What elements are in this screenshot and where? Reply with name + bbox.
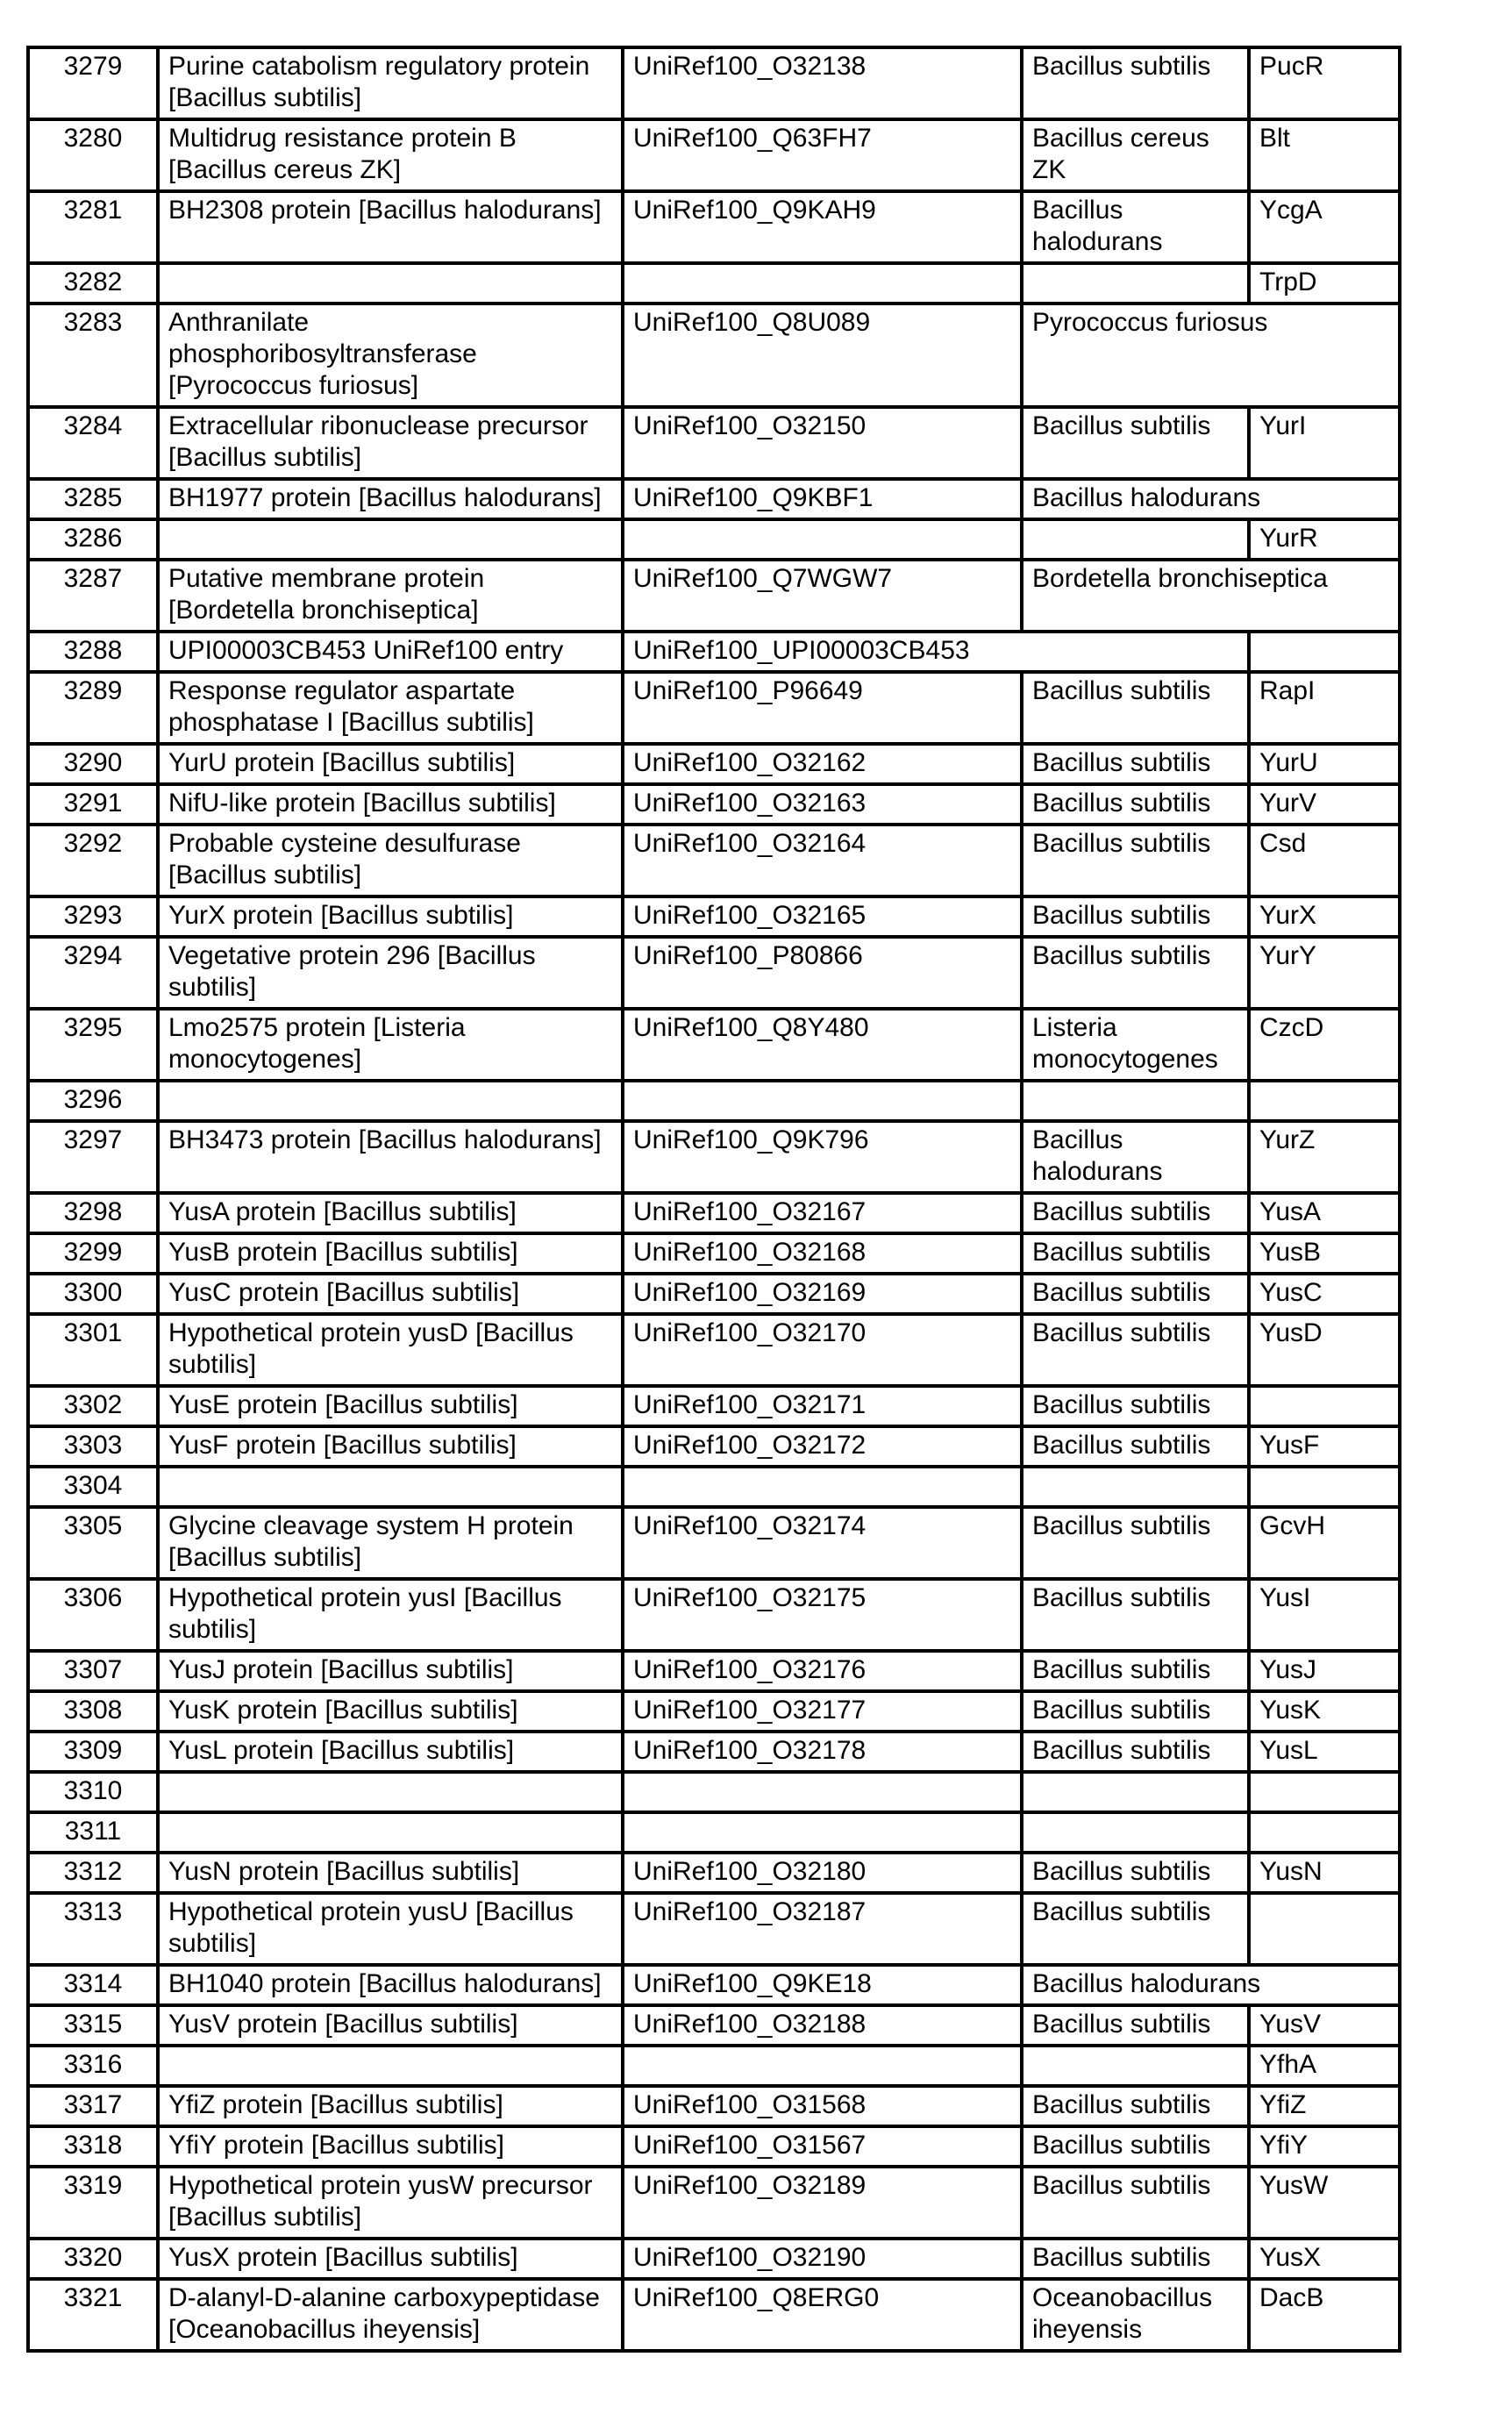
table-row [28, 1314, 1400, 1386]
table-row [28, 937, 1400, 1009]
table-row [28, 672, 1400, 744]
entry-number-cell: 3290 [28, 744, 158, 784]
entry-number-cell: 3300 [28, 1274, 158, 1314]
entry-number-cell: 3313 [28, 1893, 158, 1965]
uniref-id-cell [623, 1081, 1022, 1121]
table-row [28, 263, 1400, 304]
table-row [28, 1772, 1400, 1812]
gene-name-cell: YusB [1249, 1233, 1400, 1274]
uniref-id-cell: UniRef100_O32171 [623, 1386, 1022, 1426]
entry-number-cell: 3309 [28, 1732, 158, 1772]
entry-number-cell: 3281 [28, 191, 158, 263]
uniref-entries-table [26, 46, 1401, 2353]
table-row [28, 2126, 1400, 2167]
protein-description-cell [158, 1812, 623, 1853]
organism-cell: Oceanobacillus iheyensis [1022, 2279, 1249, 2351]
organism-cell: Bacillus subtilis [1022, 2239, 1249, 2279]
uniref-id-cell [623, 263, 1022, 304]
table-row [28, 1081, 1400, 1121]
uniref-id-cell: UniRef100_O32138 [623, 47, 1022, 119]
table-row [28, 825, 1400, 896]
gene-name-cell: YurR [1249, 519, 1400, 560]
gene-name-cell [1249, 1772, 1400, 1812]
uniref-id-cell: UniRef100_Q63FH7 [623, 119, 1022, 191]
gene-name-cell: Blt [1249, 119, 1400, 191]
entry-number-cell: 3306 [28, 1579, 158, 1651]
organism-cell [1022, 519, 1249, 560]
table-row [28, 1965, 1400, 2005]
gene-name-cell: YusA [1249, 1193, 1400, 1233]
table-row [28, 2005, 1400, 2046]
gene-name-cell: PucR [1249, 47, 1400, 119]
gene-name-cell: YurX [1249, 896, 1400, 937]
organism-cell [1022, 1812, 1249, 1853]
uniref-id-cell: UniRef100_O32187 [623, 1893, 1022, 1965]
protein-description-cell: UPI00003CB453 UniRef100 entry [158, 632, 623, 672]
gene-name-cell: YusL [1249, 1732, 1400, 1772]
protein-description-cell: BH1977 protein [Bacillus halodurans] [158, 479, 623, 519]
protein-description-cell: BH3473 protein [Bacillus halodurans] [158, 1121, 623, 1193]
uniref-id-cell: UniRef100_O32178 [623, 1732, 1022, 1772]
protein-description-cell [158, 1081, 623, 1121]
entry-number-cell: 3320 [28, 2239, 158, 2279]
table-row [28, 191, 1400, 263]
table-row [28, 1732, 1400, 1772]
organism-cell: Bacillus subtilis [1022, 407, 1249, 479]
gene-name-cell [1249, 1386, 1400, 1426]
protein-description-cell: Probable cysteine desulfurase [Bacillus subtilis] [158, 825, 623, 896]
gene-name-cell: YcgA [1249, 191, 1400, 263]
organism-cell: Bacillus subtilis [1022, 825, 1249, 896]
uniref-id-cell: UniRef100_O32168 [623, 1233, 1022, 1274]
protein-description-cell: Hypothetical protein yusI [Bacillus subtilis] [158, 1579, 623, 1651]
table-row [28, 479, 1400, 519]
protein-description-cell: Hypothetical protein yusD [Bacillus subtilis] [158, 1314, 623, 1386]
gene-name-cell [1249, 1893, 1400, 1965]
entry-number-cell: 3308 [28, 1691, 158, 1732]
uniref-id-cell: UniRef100_O32176 [623, 1651, 1022, 1691]
protein-description-cell: YfiZ protein [Bacillus subtilis] [158, 2086, 623, 2126]
protein-description-cell: YurX protein [Bacillus subtilis] [158, 896, 623, 937]
protein-description-cell: YusC protein [Bacillus subtilis] [158, 1274, 623, 1314]
table-row [28, 1386, 1400, 1426]
organism-cell: Bacillus subtilis [1022, 1386, 1249, 1426]
gene-name-cell: YusX [1249, 2239, 1400, 2279]
organism-cell: Bacillus subtilis [1022, 1507, 1249, 1579]
table-row [28, 1507, 1400, 1579]
entry-number-cell: 3295 [28, 1009, 158, 1081]
table-row [28, 1812, 1400, 1853]
protein-description-cell: Glycine cleavage system H protein [Bacillus subtilis] [158, 1507, 623, 1579]
table-row [28, 304, 1400, 407]
organism-cell: Bacillus subtilis [1022, 1193, 1249, 1233]
organism-cell: Bacillus subtilis [1022, 1651, 1249, 1691]
entry-number-cell: 3293 [28, 896, 158, 937]
organism-cell: Bacillus subtilis [1022, 744, 1249, 784]
uniref-id-cell: UniRef100_P96649 [623, 672, 1022, 744]
organism-cell: Pyrococcus furiosus [1022, 304, 1400, 407]
gene-name-cell: YusC [1249, 1274, 1400, 1314]
gene-name-cell: YfiY [1249, 2126, 1400, 2167]
uniref-id-cell: UniRef100_Q8U089 [623, 304, 1022, 407]
organism-cell: Bacillus cereus ZK [1022, 119, 1249, 191]
gene-name-cell [1249, 1467, 1400, 1507]
uniref-id-cell: UniRef100_O32189 [623, 2167, 1022, 2239]
uniref-id-cell: UniRef100_Q9KBF1 [623, 479, 1022, 519]
entry-number-cell: 3296 [28, 1081, 158, 1121]
gene-name-cell: DacB [1249, 2279, 1400, 2351]
gene-name-cell: YusI [1249, 1579, 1400, 1651]
organism-cell [1022, 263, 1249, 304]
gene-name-cell: YfhA [1249, 2046, 1400, 2086]
entry-number-cell: 3310 [28, 1772, 158, 1812]
organism-cell: Bacillus halodurans [1022, 191, 1249, 263]
table-row [28, 2279, 1400, 2351]
table-row [28, 119, 1400, 191]
protein-description-cell: YusA protein [Bacillus subtilis] [158, 1193, 623, 1233]
organism-cell: Bacillus subtilis [1022, 784, 1249, 825]
table-row [28, 632, 1400, 672]
protein-description-cell: YurU protein [Bacillus subtilis] [158, 744, 623, 784]
uniref-id-cell: UniRef100_O31568 [623, 2086, 1022, 2126]
table-row [28, 1426, 1400, 1467]
uniref-id-cell [623, 1772, 1022, 1812]
organism-cell [1022, 1772, 1249, 1812]
protein-description-cell [158, 1772, 623, 1812]
uniref-id-cell: UniRef100_O32174 [623, 1507, 1022, 1579]
protein-description-cell: D-alanyl-D-alanine carboxypeptidase [Oceanobacillus iheyensis] [158, 2279, 623, 2351]
protein-description-cell: YusV protein [Bacillus subtilis] [158, 2005, 623, 2046]
uniref-id-cell: UniRef100_O32165 [623, 896, 1022, 937]
table-row [28, 2086, 1400, 2126]
gene-name-cell [1249, 632, 1400, 672]
protein-description-cell: Hypothetical protein yusU [Bacillus subtilis] [158, 1893, 623, 1965]
protein-description-cell: Purine catabolism regulatory protein [Bacillus subtilis] [158, 47, 623, 119]
gene-name-cell: YusD [1249, 1314, 1400, 1386]
uniref-id-cell: UniRef100_UPI00003CB453 [623, 632, 1249, 672]
protein-description-cell: YusJ protein [Bacillus subtilis] [158, 1651, 623, 1691]
protein-description-cell: NifU-like protein [Bacillus subtilis] [158, 784, 623, 825]
protein-description-cell: YusX protein [Bacillus subtilis] [158, 2239, 623, 2279]
table-row [28, 1233, 1400, 1274]
entry-number-cell: 3286 [28, 519, 158, 560]
protein-description-cell: YusE protein [Bacillus subtilis] [158, 1386, 623, 1426]
table-row [28, 1893, 1400, 1965]
protein-description-cell: BH1040 protein [Bacillus halodurans] [158, 1965, 623, 2005]
gene-name-cell: YurU [1249, 744, 1400, 784]
entry-number-cell: 3279 [28, 47, 158, 119]
uniref-id-cell: UniRef100_O32163 [623, 784, 1022, 825]
organism-cell: Bacillus subtilis [1022, 2167, 1249, 2239]
gene-name-cell: RapI [1249, 672, 1400, 744]
organism-cell [1022, 2046, 1249, 2086]
organism-cell: Bacillus subtilis [1022, 1893, 1249, 1965]
protein-description-cell: Extracellular ribonuclease precursor [Bacillus subtilis] [158, 407, 623, 479]
entry-number-cell: 3311 [28, 1812, 158, 1853]
gene-name-cell: CzcD [1249, 1009, 1400, 1081]
table-row [28, 896, 1400, 937]
organism-cell: Bacillus halodurans [1022, 1121, 1249, 1193]
table-row [28, 1853, 1400, 1893]
entry-number-cell: 3315 [28, 2005, 158, 2046]
table-row [28, 2046, 1400, 2086]
gene-name-cell: YurZ [1249, 1121, 1400, 1193]
uniref-id-cell: UniRef100_Q7WGW7 [623, 560, 1022, 632]
uniref-id-cell: UniRef100_O32150 [623, 407, 1022, 479]
uniref-id-cell [623, 519, 1022, 560]
protein-description-cell: Anthranilate phosphoribosyltransferase [Pyrococcus furiosus] [158, 304, 623, 407]
gene-name-cell: YurI [1249, 407, 1400, 479]
entry-number-cell: 3287 [28, 560, 158, 632]
gene-name-cell [1249, 1812, 1400, 1853]
protein-description-cell: Vegetative protein 296 [Bacillus subtilis] [158, 937, 623, 1009]
entry-number-cell: 3282 [28, 263, 158, 304]
organism-cell: Bacillus subtilis [1022, 2005, 1249, 2046]
protein-description-cell [158, 2046, 623, 2086]
organism-cell: Bacillus subtilis [1022, 672, 1249, 744]
organism-cell [1022, 1467, 1249, 1507]
entry-number-cell: 3319 [28, 2167, 158, 2239]
table-row [28, 1651, 1400, 1691]
table-row [28, 407, 1400, 479]
entry-number-cell: 3317 [28, 2086, 158, 2126]
table-row [28, 744, 1400, 784]
organism-cell: Listeria monocytogenes [1022, 1009, 1249, 1081]
table-row [28, 2167, 1400, 2239]
protein-description-cell: YusF protein [Bacillus subtilis] [158, 1426, 623, 1467]
gene-name-cell: TrpD [1249, 263, 1400, 304]
protein-description-cell: YusL protein [Bacillus subtilis] [158, 1732, 623, 1772]
entry-number-cell: 3291 [28, 784, 158, 825]
gene-name-cell: Csd [1249, 825, 1400, 896]
table-row [28, 1009, 1400, 1081]
entry-number-cell: 3289 [28, 672, 158, 744]
gene-name-cell: YusW [1249, 2167, 1400, 2239]
uniref-id-cell: UniRef100_P80866 [623, 937, 1022, 1009]
entry-number-cell: 3288 [28, 632, 158, 672]
gene-name-cell: YusK [1249, 1691, 1400, 1732]
gene-name-cell: GcvH [1249, 1507, 1400, 1579]
table-row [28, 1579, 1400, 1651]
table-row [28, 519, 1400, 560]
entry-number-cell: 3297 [28, 1121, 158, 1193]
entry-number-cell: 3299 [28, 1233, 158, 1274]
protein-description-cell: Response regulator aspartate phosphatase I [Bacillus subtilis] [158, 672, 623, 744]
uniref-id-cell: UniRef100_Q9K796 [623, 1121, 1022, 1193]
organism-cell: Bacillus subtilis [1022, 937, 1249, 1009]
gene-name-cell: YusN [1249, 1853, 1400, 1893]
organism-cell: Bacillus subtilis [1022, 1426, 1249, 1467]
table-row [28, 784, 1400, 825]
uniref-id-cell [623, 1467, 1022, 1507]
entry-number-cell: 3292 [28, 825, 158, 896]
organism-cell: Bacillus subtilis [1022, 1691, 1249, 1732]
uniref-id-cell: UniRef100_Q9KE18 [623, 1965, 1022, 2005]
organism-cell: Bacillus subtilis [1022, 896, 1249, 937]
entry-number-cell: 3304 [28, 1467, 158, 1507]
organism-cell [1022, 1081, 1249, 1121]
table-row [28, 2239, 1400, 2279]
protein-description-cell: Putative membrane protein [Bordetella bronchiseptica] [158, 560, 623, 632]
table-row [28, 47, 1400, 119]
entry-number-cell: 3314 [28, 1965, 158, 2005]
table-row [28, 1193, 1400, 1233]
protein-description-cell: YusK protein [Bacillus subtilis] [158, 1691, 623, 1732]
gene-name-cell [1249, 1081, 1400, 1121]
entry-number-cell: 3284 [28, 407, 158, 479]
protein-description-cell: YfiY protein [Bacillus subtilis] [158, 2126, 623, 2167]
organism-cell: Bacillus subtilis [1022, 1732, 1249, 1772]
uniref-id-cell: UniRef100_O32188 [623, 2005, 1022, 2046]
uniref-id-cell: UniRef100_O31567 [623, 2126, 1022, 2167]
entry-number-cell: 3307 [28, 1651, 158, 1691]
uniref-id-cell: UniRef100_Q8ERG0 [623, 2279, 1022, 2351]
uniref-id-cell: UniRef100_O32190 [623, 2239, 1022, 2279]
entry-number-cell: 3316 [28, 2046, 158, 2086]
entry-number-cell: 3312 [28, 1853, 158, 1893]
uniref-id-cell: UniRef100_O32180 [623, 1853, 1022, 1893]
protein-description-cell [158, 263, 623, 304]
organism-cell: Bacillus subtilis [1022, 1274, 1249, 1314]
uniref-id-cell: UniRef100_Q8Y480 [623, 1009, 1022, 1081]
entry-number-cell: 3280 [28, 119, 158, 191]
entry-number-cell: 3303 [28, 1426, 158, 1467]
protein-description-cell: BH2308 protein [Bacillus halodurans] [158, 191, 623, 263]
protein-description-cell: YusB protein [Bacillus subtilis] [158, 1233, 623, 1274]
organism-cell: Bacillus subtilis [1022, 1233, 1249, 1274]
entry-number-cell: 3285 [28, 479, 158, 519]
protein-description-cell: YusN protein [Bacillus subtilis] [158, 1853, 623, 1893]
table-row [28, 1274, 1400, 1314]
table-row [28, 1467, 1400, 1507]
organism-cell: Bacillus subtilis [1022, 1314, 1249, 1386]
table-row [28, 1691, 1400, 1732]
organism-cell: Bacillus subtilis [1022, 1579, 1249, 1651]
entry-number-cell: 3298 [28, 1193, 158, 1233]
protein-description-cell: Multidrug resistance protein B [Bacillus cereus ZK] [158, 119, 623, 191]
uniref-id-cell [623, 1812, 1022, 1853]
table-row [28, 1121, 1400, 1193]
uniref-id-cell: UniRef100_O32169 [623, 1274, 1022, 1314]
gene-name-cell: YusV [1249, 2005, 1400, 2046]
organism-cell: Bacillus subtilis [1022, 47, 1249, 119]
uniref-id-cell: UniRef100_Q9KAH9 [623, 191, 1022, 263]
protein-description-cell: Lmo2575 protein [Listeria monocytogenes] [158, 1009, 623, 1081]
organism-cell: Bacillus subtilis [1022, 2126, 1249, 2167]
table-body [28, 47, 1400, 2351]
uniref-id-cell: UniRef100_O32172 [623, 1426, 1022, 1467]
uniref-id-cell: UniRef100_O32175 [623, 1579, 1022, 1651]
organism-cell: Bacillus subtilis [1022, 1853, 1249, 1893]
uniref-id-cell: UniRef100_O32162 [623, 744, 1022, 784]
gene-name-cell: YusF [1249, 1426, 1400, 1467]
organism-cell: Bacillus halodurans [1022, 479, 1400, 519]
entry-number-cell: 3301 [28, 1314, 158, 1386]
organism-cell: Bacillus halodurans [1022, 1965, 1400, 2005]
entry-number-cell: 3294 [28, 937, 158, 1009]
protein-description-cell [158, 1467, 623, 1507]
entry-number-cell: 3321 [28, 2279, 158, 2351]
table-row [28, 560, 1400, 632]
gene-name-cell: YurY [1249, 937, 1400, 1009]
uniref-id-cell: UniRef100_O32164 [623, 825, 1022, 896]
entry-number-cell: 3305 [28, 1507, 158, 1579]
uniref-id-cell [623, 2046, 1022, 2086]
entry-number-cell: 3302 [28, 1386, 158, 1426]
organism-cell: Bacillus subtilis [1022, 2086, 1249, 2126]
uniref-id-cell: UniRef100_O32177 [623, 1691, 1022, 1732]
gene-name-cell: YusJ [1249, 1651, 1400, 1691]
gene-name-cell: YfiZ [1249, 2086, 1400, 2126]
uniref-id-cell: UniRef100_O32170 [623, 1314, 1022, 1386]
protein-description-cell [158, 519, 623, 560]
organism-cell: Bordetella bronchiseptica [1022, 560, 1400, 632]
uniref-id-cell: UniRef100_O32167 [623, 1193, 1022, 1233]
entry-number-cell: 3318 [28, 2126, 158, 2167]
protein-description-cell: Hypothetical protein yusW precursor [Bacillus subtilis] [158, 2167, 623, 2239]
entry-number-cell: 3283 [28, 304, 158, 407]
gene-name-cell: YurV [1249, 784, 1400, 825]
